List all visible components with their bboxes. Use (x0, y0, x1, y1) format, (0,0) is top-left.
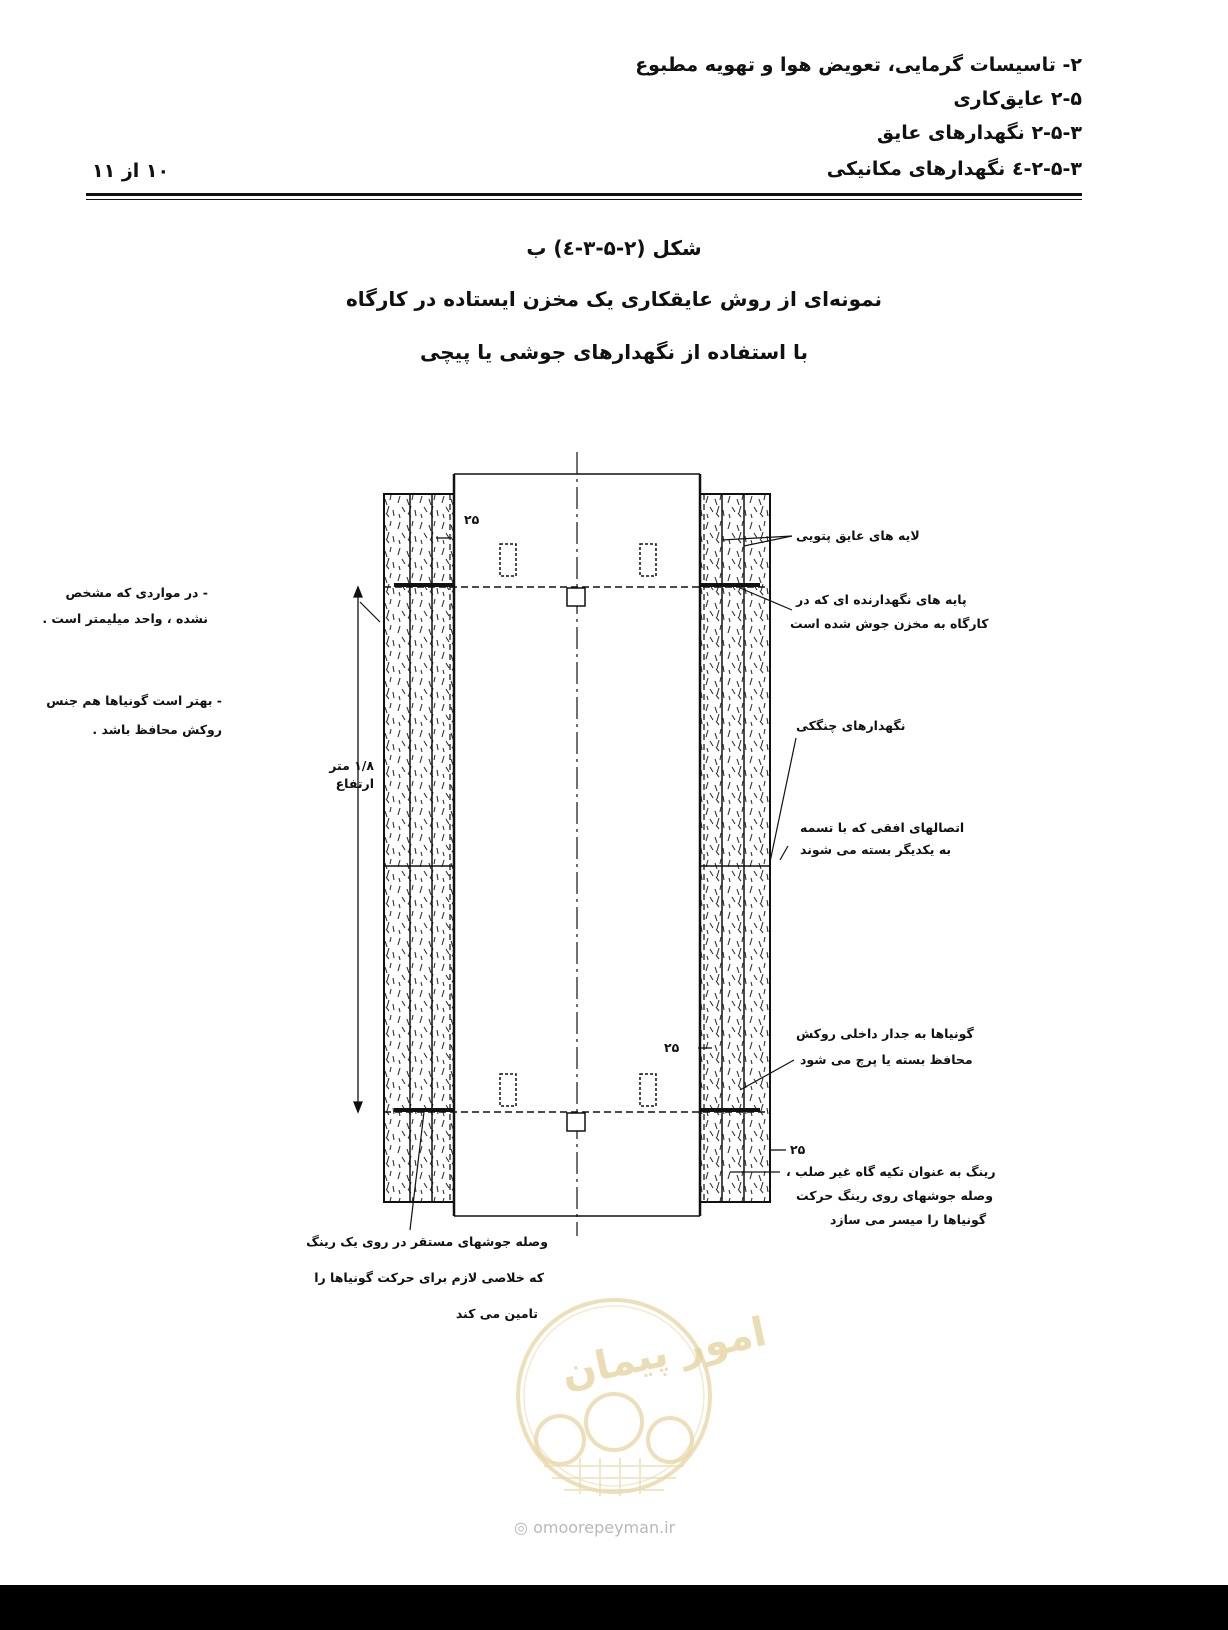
black-footer-bar (0, 1585, 1228, 1630)
label-insulation-layers: لایه های عایق پتویی (796, 528, 920, 543)
label-supports-line-2: کارگاه به مخزن جوش شده است (790, 616, 989, 631)
at-icon: ◎ (514, 1518, 528, 1537)
note-angles-line-2: روکش محافظ باشد . (92, 722, 222, 737)
figure-number: شکل (۲-۵-۳-٤) ب (526, 236, 702, 260)
label-joints-line-2: به یکدیگر بسته می شوند (800, 842, 952, 857)
label-ring-line-1: رینگ به عنوان تکیه گاه غیر صلب ، (786, 1164, 996, 1179)
label-angles-line-1: گونیاها به جدار داخلی روکش (796, 1026, 974, 1041)
label-ring-line-3: گونیاها را میسر می سازد (830, 1212, 987, 1227)
dim-25-mid: ۲۵ (664, 1040, 680, 1055)
watermark-brand: امور پیمان (557, 1308, 771, 1398)
label-supports-line-1: پایه های نگهدارنده ای که در (796, 592, 967, 607)
dim-25-low: ۲۵ (790, 1142, 806, 1157)
figure-caption-line-2: با استفاده از نگهدارهای جوشی یا پیچی (420, 340, 808, 364)
watermark-site-text: omoorepeyman.ir (533, 1518, 676, 1537)
label-bottom-line-2: که خلاصی لازم برای حرکت گونیاها را (314, 1270, 544, 1285)
note-units-line-1: - در مواردی که مشخص (65, 585, 208, 600)
height-label-2: ارتفاع (335, 776, 374, 791)
label-angles-line-2: محافظ بسته یا پرچ می شود (800, 1052, 973, 1067)
label-bottom-line-3: تامین می کند (455, 1306, 538, 1321)
dim-25-top: ۲۵ (464, 512, 480, 527)
label-joints-line-1: اتصالهای افقی که با تسمه (800, 820, 965, 835)
header-line-3: ۲-۵-۳ نگهدارهای عایق (876, 122, 1082, 144)
figure-caption-line-1: نمونه‌ای از روش عایقکاری یک مخزن ایستاده در کارگاه (345, 287, 883, 311)
label-hooks: نگهدارهای چنگکی (796, 718, 906, 733)
label-bottom-line-1: وصله جوشهای مستقر در روی یک رینگ (306, 1234, 548, 1249)
header-line-1: ۲- تاسیسات گرمایی، تعویض هوا و تهویه مطبوع (635, 54, 1082, 76)
header-line-2: ۲-۵ عایق‌کاری (953, 88, 1082, 110)
page-number: ۱۰ از ۱۱ (92, 160, 170, 182)
height-label-1: ۱/۸ متر (329, 758, 374, 773)
header-line-4: ۲-۵-۳-٤ نگهدارهای مکانیکی (826, 158, 1082, 180)
label-ring-line-2: وصله جوشهای روی رینگ حرکت (796, 1188, 993, 1203)
note-angles-line-1: - بهتر است گونیاها هم جنس (46, 693, 222, 708)
note-units-line-2: نشده ، واحد میلیمتر است . (42, 611, 208, 626)
watermark-site (514, 1518, 675, 1537)
